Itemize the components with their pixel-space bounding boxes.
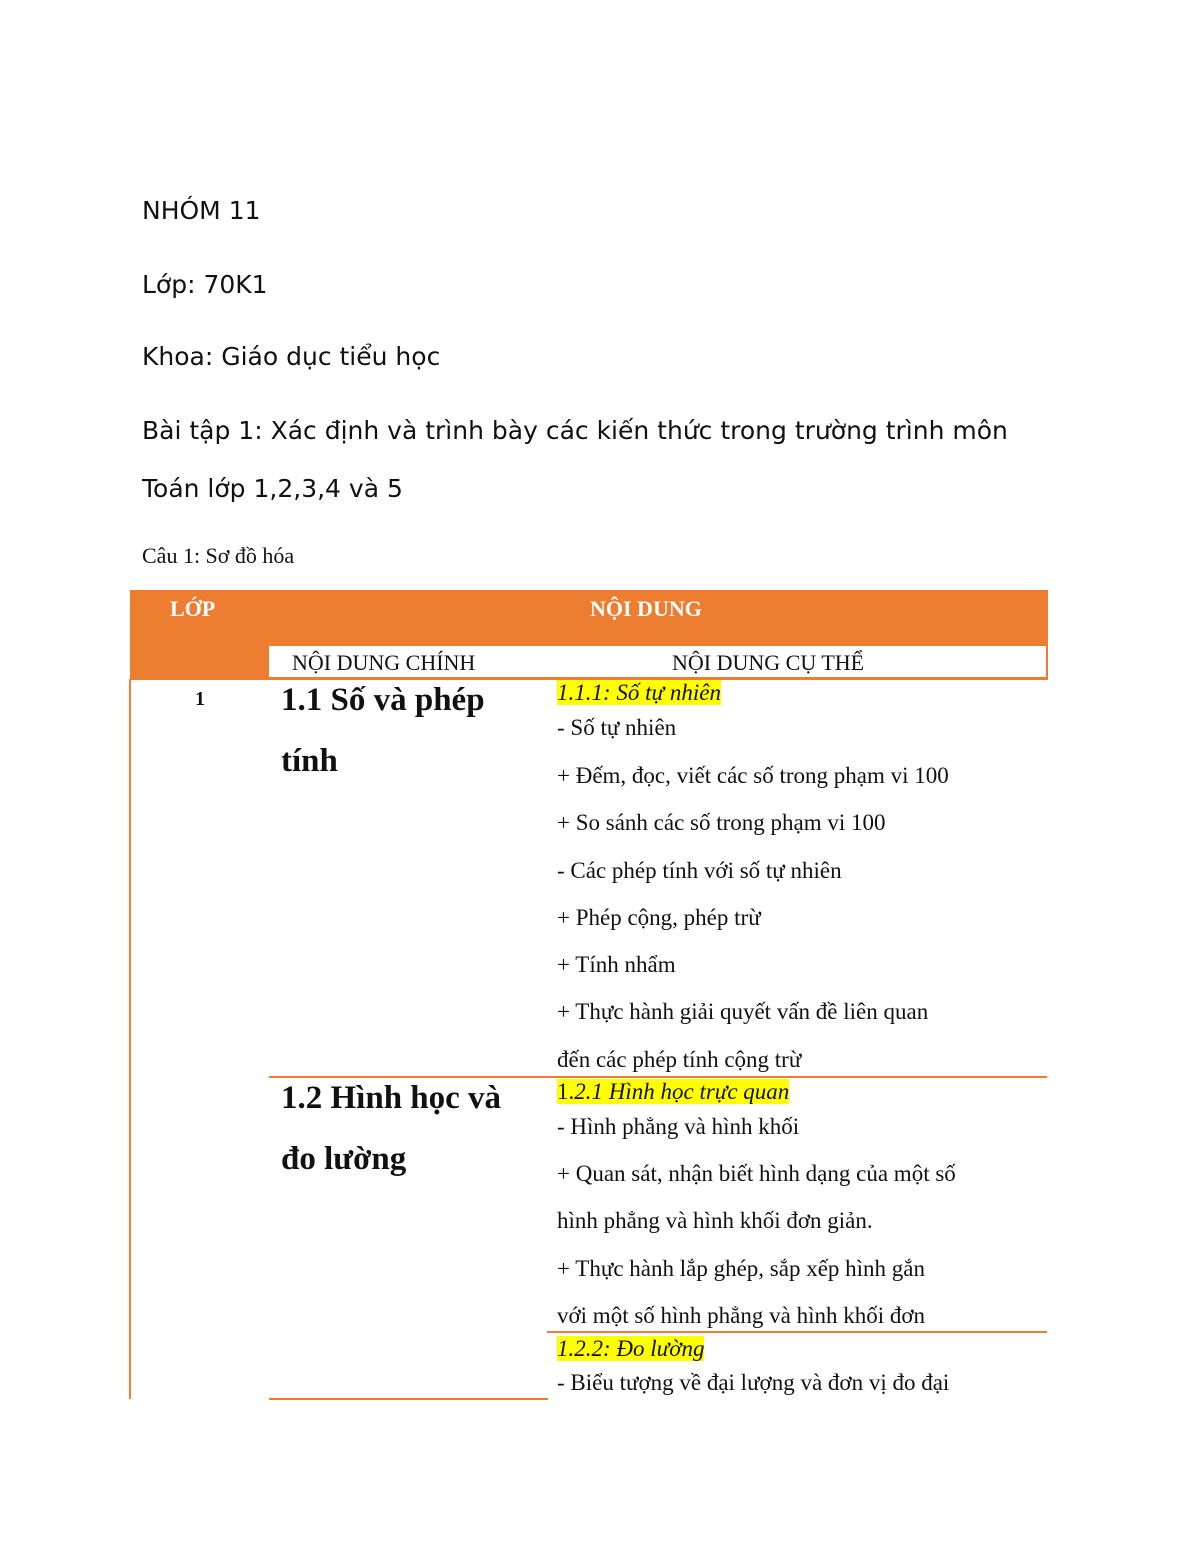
border-bottom-main (269, 1398, 548, 1400)
task-line-2: Toán lớp 1,2,3,4 và 5 (142, 474, 403, 503)
header-lop: LỚP (170, 596, 216, 621)
header-noi-dung-chinh: NỘI DUNG CHÍNH (292, 650, 476, 675)
subsection-heading: 1.2.2: Đo lường (557, 1336, 705, 1361)
detail-line: + Quan sát, nhận biết hình dạng của một số (557, 1161, 956, 1186)
detail-line: - Biểu tượng về đại lượng và đơn vị đo đại (557, 1370, 950, 1395)
faculty-name: Khoa: Giáo dục tiểu học (142, 342, 441, 371)
detail-line: - Hình phẳng và hình khối (557, 1114, 800, 1139)
class-name: Lớp: 70K1 (142, 270, 268, 299)
detail-line: - Các phép tính với số tự nhiên (557, 858, 842, 883)
detail-line: + Thực hành giải quyết vấn đề liên quan (557, 999, 929, 1024)
detail-line: + Thực hành lắp ghép, sắp xếp hình gắn (557, 1256, 926, 1281)
detail-line: đến các phép tính cộng trừ (557, 1047, 802, 1072)
detail-line: + Phép cộng, phép trừ (557, 905, 761, 930)
detail-line: + Tính nhẩm (557, 952, 676, 977)
question-caption: Câu 1: Sơ đồ hóa (142, 543, 295, 568)
border-subsection-divider (547, 1331, 1047, 1333)
main-content-1-1: 1.1 Số và phép tính (281, 682, 485, 779)
detail-line: + Đếm, đọc, viết các số trong phạm vi 100 (557, 763, 949, 788)
subsection-heading: 2.1 Hình học trực quan (574, 1079, 790, 1104)
detail-line: hình phẳng và hình khối đơn giản. (557, 1208, 873, 1233)
grade-number: 1 (195, 688, 205, 710)
detail-line: + So sánh các số trong phạm vi 100 (557, 810, 886, 835)
header-noi-dung: NỘI DUNG (590, 596, 702, 621)
detail-line: với một số hình phẳng và hình khối đơn (557, 1303, 926, 1328)
group-name: NHÓM 11 (142, 196, 261, 225)
main-content-1-2: 1.2 Hình học và đo lường (281, 1080, 502, 1177)
detail-line: - Số tự nhiên (557, 715, 677, 740)
header-noi-dung-cu-the: NỘI DUNG CỤ THỂ (672, 650, 865, 675)
subsection-heading: 1.1.1: Số tự nhiên (557, 680, 721, 705)
border-left (129, 679, 131, 1399)
task-line-1: Bài tập 1: Xác định và trình bày các kiến thức trong trường trình môn (142, 416, 1008, 445)
subsection-heading-prefix: 1. (557, 1079, 575, 1104)
